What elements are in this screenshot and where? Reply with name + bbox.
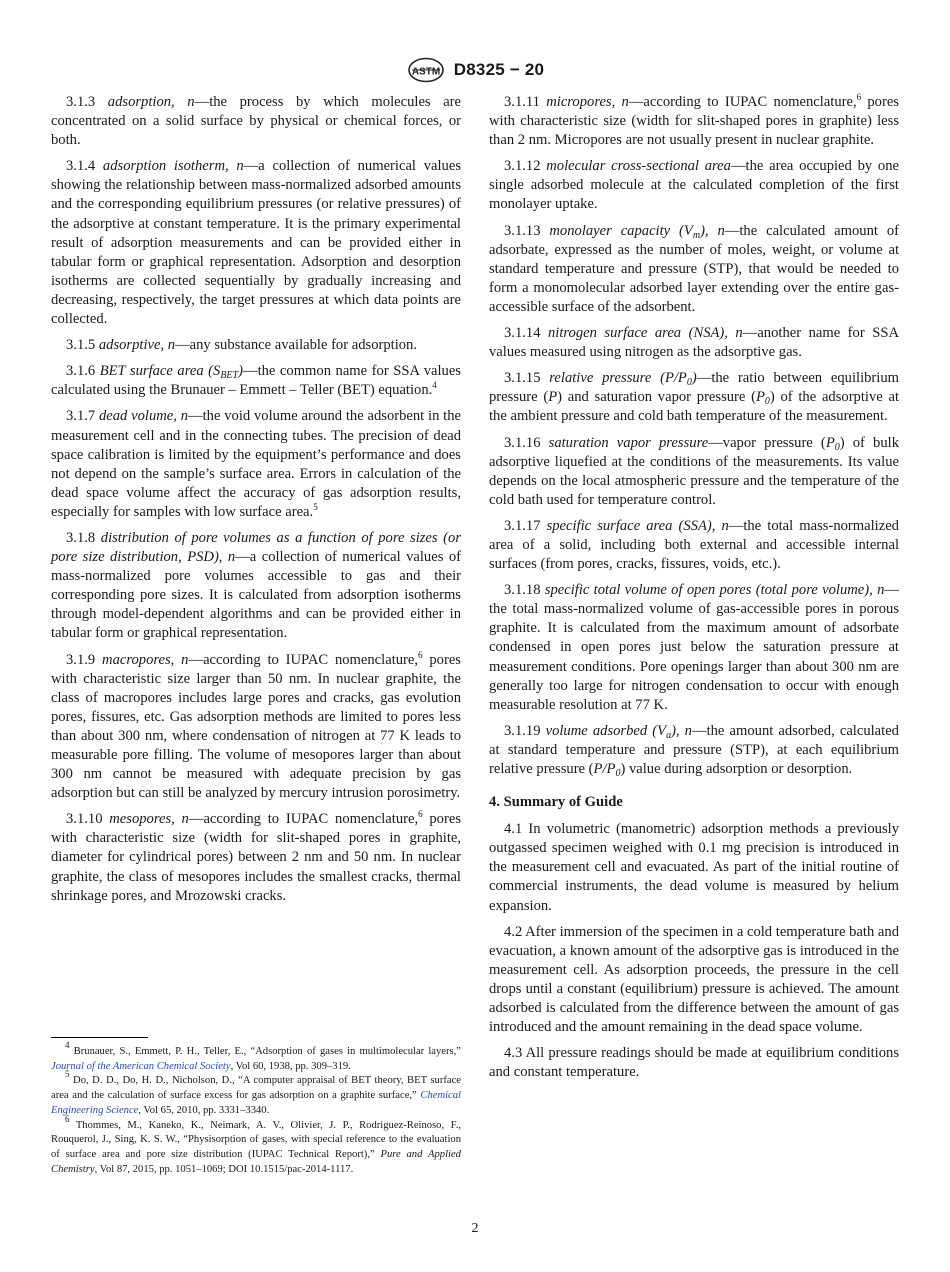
definition-3-1-19: 3.1.19 volume adsorbed $(V_a)$, n—the amount adsorbed, calculated at standard temperature and pressure (STP), at each equilibrium relative pressure $(P/P_0)$ value during adsorption or desorption. <box>489 722 899 779</box>
document-code: D8325 − 20 <box>453 60 545 79</box>
definition-3-1-9: 3.1.9 macropores, n—according to IUPAC nomenclature,$^6$ pores with characteristic size larger than 50 nm. In nuclear graphite, the class of macropores includes large pores and cracks, gas evolution pores, fissures, etc. Gas adsorption methods are limited to pores less than about 300 nm, where condensation of nitrogen at 77 K leads to measurable pore filling. The volume of mesopores larger than about 300 nm cannot be measured with adequate precision by gas adsorption but can still be analyzed by mercury intrusion porosimetry. <box>51 649 461 802</box>
footnote-ref: 6 <box>418 649 423 660</box>
right-column <box>489 93 899 1089</box>
section-heading-4: 4. Summary of Guide <box>489 794 623 811</box>
page-header <box>0 57 950 83</box>
definition-3-1-11: 3.1.11 micropores, n—according to IUPAC nomenclature,$^6$ pores with characteristic size (width for slit-shaped pores in graphite) less than 2 nm. Micropores are not usually present in nuclear graphite. <box>489 92 899 149</box>
definition-3-1-5: 3.1.5 adsorptive, n—any substance available for adsorption. <box>66 337 417 354</box>
definition-3-1-3: 3.1.3 adsorption, n—the process by which molecules are concentrated on a solid surface by physical or chemical forces, or both. <box>51 94 462 149</box>
journal-link[interactable]: Journal of the American Chemical Society <box>51 1060 231 1072</box>
definition-3-1-13: 3.1.13 monolayer capacity $(V_m)$, n—the calculated amount of adsorbate, expressed as the number of moles, weight, or volume at standard temperature and pressure (STP), that would be needed to form a monomolecular adsorbed layer extending over the entire gas-accessible surface of the adsorbent. <box>489 222 899 315</box>
footnotes <box>51 1040 461 1177</box>
definition-3-1-8: 3.1.8 distribution of pore volumes as a function of pore sizes (or pore size distribution, PSD), n—a collection of numerical values of mass-normalized pore volumes accessible to gas and their corresponding pore sizes. It is calculated from adsorption isotherms through model-dependent algorithms and can be provided either in tabular form or graphical representation. <box>51 529 461 642</box>
footnote-6: $^6$ Thommes, M., Kaneko, K., Neimark, A. V., Olivier, J. P., Rodriguez-Reinoso, F., Rouquerol, J., Sing, K. S. W., “Physisorption of gases, with special reference to the evaluation of surface area and pore size distribution (IUPAC Technical Report),” Pure and Applied Chemistry, Vol 87, 2015, pp. 1051–1069; DOI 10.1515/pac-2014-1117. <box>51 1113 461 1175</box>
definition-3-1-15: 3.1.15 relative pressure $(P/P_0)—the$ ratio between equilibrium pressure (P) and saturation vapor pressure $(P_0)$ of the adsorptive at the ambient pressure and cold bath temperature of the measurement. <box>489 370 899 425</box>
footnote-5: $^5$ Do, D. D., Do, H. D., Nicholson, D., “A computer appraisal of BET theory, BET surface area and the calculation of surface excess for gas adsorption on a graphite surface,” Chemical Engineering Science, Vol 65, 2010, pp. 3331–3340. <box>51 1069 461 1116</box>
paragraph-4-3: 4.3 All pressure readings should be made at equilibrium conditions and constant temperature. <box>489 1045 900 1081</box>
journal-link[interactable]: Chemical Engineering Science <box>51 1090 461 1116</box>
svg-text:ASTM: ASTM <box>411 66 440 78</box>
footnote-ref: 6 <box>856 92 862 102</box>
definition-3-1-4: 3.1.4 adsorption isotherm, n—a collection of numerical values showing the relationship between mass-normalized adsorbed amounts and the corresponding equilibrium pressures (or relative pressures) of the adsorptive at constant temperature. It is the primary experimental result of adsorption measurements and can be provided either in tabular form or graphical representation. Adsorption and desorption isotherms are collected sequentially by gradually increasing and decreasing, respectively, the target pressures at which data points are collected. <box>51 158 461 328</box>
definition-3-1-14: 3.1.14 nitrogen surface area (NSA), n—another name for SSA values measured using nitrogen as the adsorptive gas. <box>489 325 899 361</box>
definition-3-1-6: 3.1.6 BET surface area $(S_{BET})—the$ common name for SSA values calculated using the Brunauer – Emmett – Teller (BET) equation.$^4$ <box>51 363 461 399</box>
page-number: 2 <box>471 1221 479 1236</box>
footnote-ref: 5 <box>313 501 318 512</box>
astm-logo-icon <box>406 57 446 83</box>
definition-3-1-7: 3.1.7 dead volume, n—the void volume around the adsorbent in the measurement cell and in the connecting tubes. The precision of dead space calibration is limited by the equipment’s performance and does not depend on the sample’s surface area. Errors in calculation of the dead space volume affect the accuracy of gas adsorption results, especially for samples with low surface area.$^5$ <box>51 408 461 520</box>
definition-3-1-16: 3.1.16 saturation vapor pressure—vapor pressure $(P_0)$ of bulk adsorptive liquefied at the conditions of the measurements. Its value depends on the local atmospheric pressure and the temperature of the cold bath used for temperature control. <box>489 434 899 508</box>
definition-3-1-17: 3.1.17 specific surface area (SSA), n—the total mass-normalized area of a solid, including both external and accessible internal surfaces (from pores, cracks, fissures, voids, etc.). <box>489 517 899 573</box>
definition-3-1-12: 3.1.12 molecular cross-sectional area—the area occupied by one single adsorbed molecule at the calculated completion of the first monolayer uptake. <box>489 158 899 213</box>
definition-3-1-18: 3.1.18 specific total volume of open pores (total pore volume), n—the total mass-normalized volume of gas-accessible pores in porous graphite. It is calculated from the maximum amount of adsorbate condensed in open pores just below the saturation pressure at measurement conditions. Pore openings larger than about 300 nm are generally too large for nitrogen condensation to occur with enough measurable resolution at 77 K. <box>489 582 899 713</box>
paragraph-4-1: 4.1 In volumetric (manometric) adsorption methods a previously outgassed specimen weighed with 0.1 mg precision is introduced in the measurement cell and evacuated. As part of the initial routine of commercial instruments, the dead volume is measured by helium expansion. <box>489 821 899 914</box>
footnote-divider <box>51 1037 148 1038</box>
definition-3-1-10: 3.1.10 mesopores, n—according to IUPAC nomenclature,$^6$ pores with characteristic size (width for slit-shaped pores in graphite, diameter for cylindrical pores) between 2 nm and 50 nm. In nuclear graphite, the class of mesopores includes the smallest cracks, thermal shrinkage pores, and Mrozowski cracks. <box>51 809 461 904</box>
footnote-ref: 6 <box>418 809 423 820</box>
paragraph-4-2: 4.2 After immersion of the specimen in a cold temperature bath and evacuation, a known amount of the adsorptive gas is introduced in the measurement cell. As adsorption proceeds, the pressure in the cell drops until a constant (equilibrium) pressure is achieved. The amount adsorbed is calculated from the difference between the amount of gas introduced and the amount remaining in the dead space volume. <box>489 923 899 1036</box>
footnote-4: $^4$ Brunauer, S., Emmett, P. H., Teller, E., “Adsorption of gases in multimolecular layers,” Journal of the American Chemical Society, Vol 60, 1938, pp. 309–319. <box>51 1040 461 1072</box>
left-column <box>51 93 461 913</box>
footnote-ref: 4 <box>432 380 437 391</box>
